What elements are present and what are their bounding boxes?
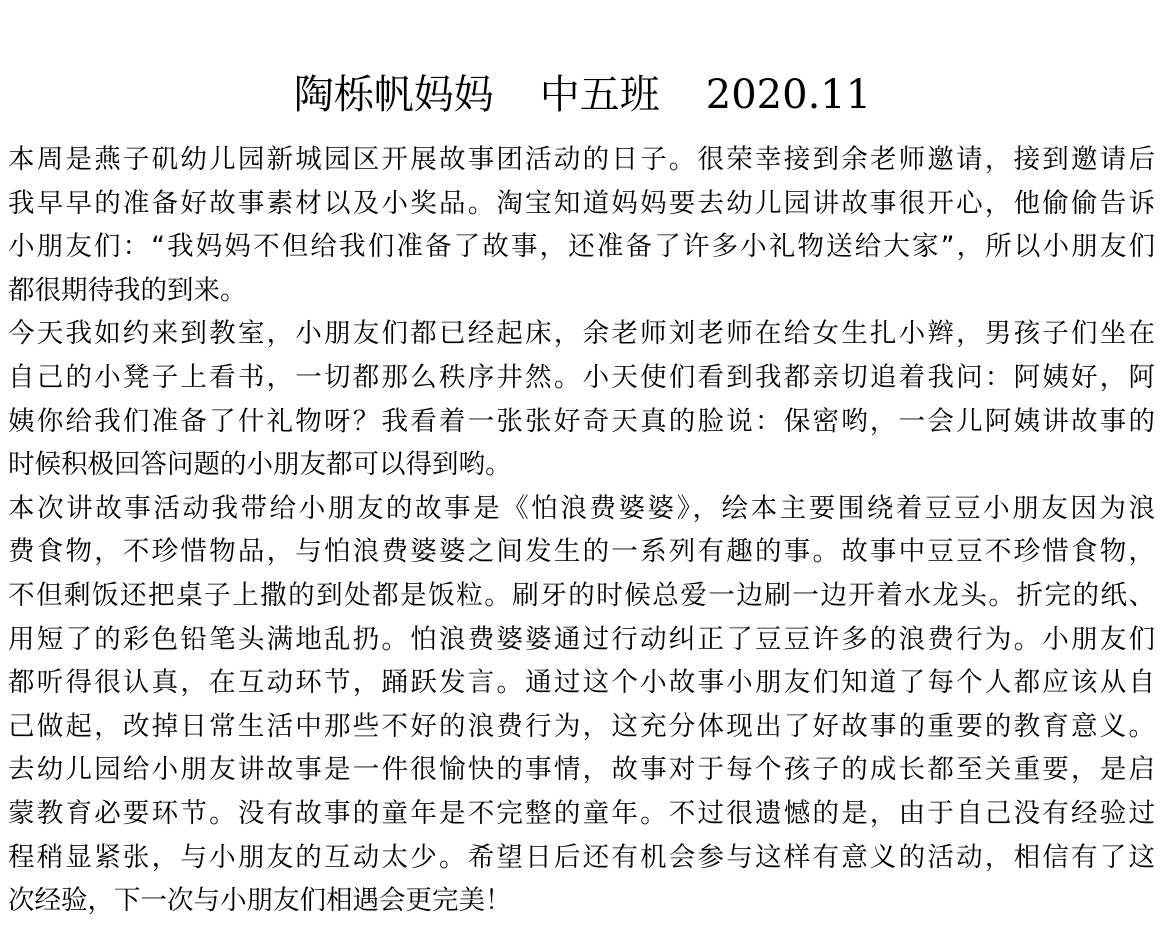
- text-line: 己做起，改掉日常生活中那些不好的浪费行为，这充分体现出了好故事的重要的教育意义。: [8, 710, 1155, 742]
- text-line: 今天我如约来到教室，小朋友们都已经起床，余老师刘老师在给女生扎小辫，男孩子们坐在: [8, 318, 1155, 350]
- text-line: 都很期待我的到来。: [8, 274, 247, 306]
- text-line: 去幼儿园给小朋友讲故事是一件很愉快的事情，故事对于每个孩子的成长都至关重要，是启: [8, 754, 1155, 786]
- text-line: 我早早的准备好故事素材以及小奖品。淘宝知道妈妈要去幼儿园讲故事很开心，他偷偷告诉: [8, 187, 1155, 219]
- text-line: 小朋友们：“我妈妈不但给我们准备了故事，还准备了许多小礼物送给大家”，所以小朋友们: [8, 231, 1155, 263]
- text-line: 程稍显紧张，与小朋友的互动太少。希望日后还有机会参与这样有意义的活动，相信有了这: [8, 841, 1155, 873]
- text-line: 自己的小凳子上看书，一切都那么秩序井然。小天使们看到我都亲切追着我问：阿姨好，阿: [8, 361, 1155, 393]
- document-body: [8, 138, 1155, 923]
- text-line: 时候积极回答问题的小朋友都可以得到哟。: [8, 449, 512, 481]
- document-title: [0, 70, 1165, 120]
- text-line: 本次讲故事活动我带给小朋友的故事是《怕浪费婆婆》，绘本主要围绕着豆豆小朋友因为浪: [8, 492, 1155, 524]
- text-line: 不但剩饭还把桌子上撒的到处都是饭粒。刷牙的时候总爱一边刷一边开着水龙头。折完的纸、: [8, 579, 1155, 611]
- text-line: 用短了的彩色铅笔头满地乱扔。怕浪费婆婆通过行动纠正了豆豆许多的浪费行为。小朋友们: [8, 623, 1155, 655]
- text-line: 都听得很认真，在互动环节，踊跃发言。通过这个小故事小朋友们知道了每个人都应该从自: [8, 667, 1155, 699]
- text-line: 费食物，不珍惜物品，与怕浪费婆婆之间发生的一系列有趣的事。故事中豆豆不珍惜食物，: [8, 536, 1155, 568]
- title-parent-name: 陶栎帆妈妈: [293, 72, 494, 118]
- text-line: 本周是燕子矶幼儿园新城园区开展故事团活动的日子。很荣幸接到余老师邀请，接到邀请后: [8, 144, 1155, 175]
- title-date: 2020.11: [705, 72, 872, 118]
- title-class-name: 中五班: [539, 72, 660, 118]
- text-line: 姨你给我们准备了什礼物呀？我看着一张张好奇天真的脸说：保密哟，一会儿阿姨讲故事的: [8, 405, 1155, 437]
- text-line: 蒙教育必要环节。没有故事的童年是不完整的童年。不过很遗憾的是，由于自己没有经验过: [8, 797, 1155, 829]
- text-line: 次经验，下一次与小朋友们相遇会更完美！: [8, 885, 512, 917]
